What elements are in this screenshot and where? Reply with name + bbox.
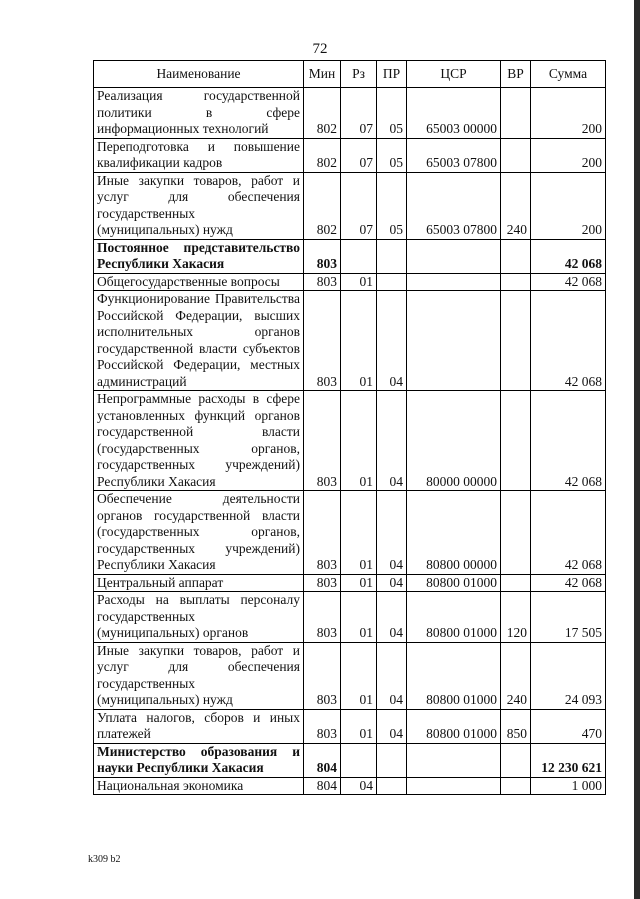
cell-min: 803 [304,709,341,743]
cell-name: Функционирование Правительства Российской Федерации, высших исполнительных органов государственной власти субъектов Российской Федерации, местных администраций [94,291,304,391]
cell-vr [501,777,531,795]
cell-sum: 200 [531,172,606,239]
cell-min: 803 [304,574,341,592]
cell-name: Непрограммные расходы в сфере установленных функций органов государственной власти (государственных органов, государственных учреждений) Республики Хакасия [94,391,304,491]
table-row [94,291,606,391]
cell-min: 803 [304,391,341,491]
cell-name: Министерство образования и науки Республики Хакасия [94,743,304,777]
cell-vr [501,391,531,491]
cell-vr [501,743,531,777]
cell-vr [501,138,531,172]
cell-vr: 850 [501,709,531,743]
cell-rz: 07 [341,138,377,172]
cell-csr [407,777,501,795]
cell-rz [341,743,377,777]
cell-sum: 200 [531,88,606,139]
cell-name: Иные закупки товаров, работ и услуг для обеспечения государственных (муниципальных) нужд [94,172,304,239]
table-row [94,88,606,139]
cell-rz: 04 [341,777,377,795]
header-csr: ЦСР [407,61,501,88]
cell-sum: 1 000 [531,777,606,795]
cell-csr: 65003 07800 [407,172,501,239]
table-row [94,491,606,575]
cell-sum: 42 068 [531,273,606,291]
table-row [94,574,606,592]
cell-rz: 01 [341,273,377,291]
cell-vr: 240 [501,172,531,239]
cell-min: 803 [304,239,341,273]
cell-name: Расходы на выплаты персоналу государственных (муниципальных) органов [94,592,304,643]
cell-name: Национальная экономика [94,777,304,795]
cell-rz: 01 [341,642,377,709]
cell-name: Центральный аппарат [94,574,304,592]
cell-min: 802 [304,88,341,139]
cell-csr [407,239,501,273]
cell-sum: 42 068 [531,239,606,273]
cell-rz [341,239,377,273]
cell-vr [501,239,531,273]
cell-sum: 42 068 [531,291,606,391]
cell-name: Уплата налогов, сборов и иных платежей [94,709,304,743]
cell-pr: 04 [377,592,407,643]
cell-vr: 120 [501,592,531,643]
header-sum: Сумма [531,61,606,88]
table-header-row [94,61,606,88]
table-row [94,138,606,172]
cell-pr: 04 [377,709,407,743]
table-row [94,777,606,795]
cell-rz: 01 [341,291,377,391]
cell-rz: 01 [341,491,377,575]
cell-pr [377,777,407,795]
cell-pr: 05 [377,138,407,172]
cell-csr: 80800 01000 [407,592,501,643]
table-row [94,172,606,239]
cell-pr [377,743,407,777]
header-name: Наименование [94,61,304,88]
cell-csr [407,743,501,777]
cell-rz: 01 [341,391,377,491]
cell-csr: 80800 01000 [407,709,501,743]
cell-sum: 42 068 [531,391,606,491]
cell-csr [407,273,501,291]
cell-name: Реализация государственной политики в сфере информационных технологий [94,88,304,139]
cell-sum: 42 068 [531,574,606,592]
cell-min: 802 [304,172,341,239]
cell-csr: 80800 01000 [407,642,501,709]
cell-csr: 80000 00000 [407,391,501,491]
cell-min: 803 [304,642,341,709]
cell-sum: 470 [531,709,606,743]
cell-pr [377,273,407,291]
cell-csr [407,291,501,391]
cell-pr: 04 [377,491,407,575]
cell-min: 802 [304,138,341,172]
cell-sum: 24 093 [531,642,606,709]
cell-sum: 42 068 [531,491,606,575]
cell-csr: 65003 07800 [407,138,501,172]
cell-rz: 01 [341,574,377,592]
cell-name: Постоянное представительство Республики Хакасия [94,239,304,273]
header-min: Мин [304,61,341,88]
budget-table [93,60,606,795]
cell-rz: 01 [341,709,377,743]
cell-pr: 04 [377,291,407,391]
cell-csr: 80800 01000 [407,574,501,592]
cell-rz: 07 [341,88,377,139]
cell-min: 803 [304,592,341,643]
cell-name: Переподготовка и повышение квалификации кадров [94,138,304,172]
cell-pr [377,239,407,273]
cell-min: 803 [304,491,341,575]
cell-csr: 65003 00000 [407,88,501,139]
cell-vr [501,574,531,592]
table-row [94,642,606,709]
table-row [94,391,606,491]
cell-vr [501,291,531,391]
cell-rz: 01 [341,592,377,643]
cell-name: Иные закупки товаров, работ и услуг для обеспечения государственных (муниципальных) нужд [94,642,304,709]
footer-code: k309 b2 [88,854,121,865]
header-vr: ВР [501,61,531,88]
cell-csr: 80800 00000 [407,491,501,575]
cell-vr [501,88,531,139]
cell-pr: 04 [377,574,407,592]
cell-pr: 05 [377,172,407,239]
table-row [94,239,606,273]
table-row [94,709,606,743]
cell-sum: 12 230 621 [531,743,606,777]
cell-name: Обеспечение деятельности органов государственной власти (государственных органов, государственных учреждений) Республики Хакасия [94,491,304,575]
table-row [94,743,606,777]
cell-vr [501,491,531,575]
page-number: 72 [312,41,328,57]
cell-min: 803 [304,291,341,391]
cell-rz: 07 [341,172,377,239]
cell-name: Общегосударственные вопросы [94,273,304,291]
scan-edge [634,0,640,899]
cell-sum: 17 505 [531,592,606,643]
header-pr: ПР [377,61,407,88]
cell-pr: 05 [377,88,407,139]
cell-sum: 200 [531,138,606,172]
header-rz: Рз [341,61,377,88]
cell-pr: 04 [377,391,407,491]
table-row [94,273,606,291]
table-row [94,592,606,643]
cell-pr: 04 [377,642,407,709]
cell-vr [501,273,531,291]
cell-vr: 240 [501,642,531,709]
cell-min: 804 [304,777,341,795]
cell-min: 804 [304,743,341,777]
cell-min: 803 [304,273,341,291]
